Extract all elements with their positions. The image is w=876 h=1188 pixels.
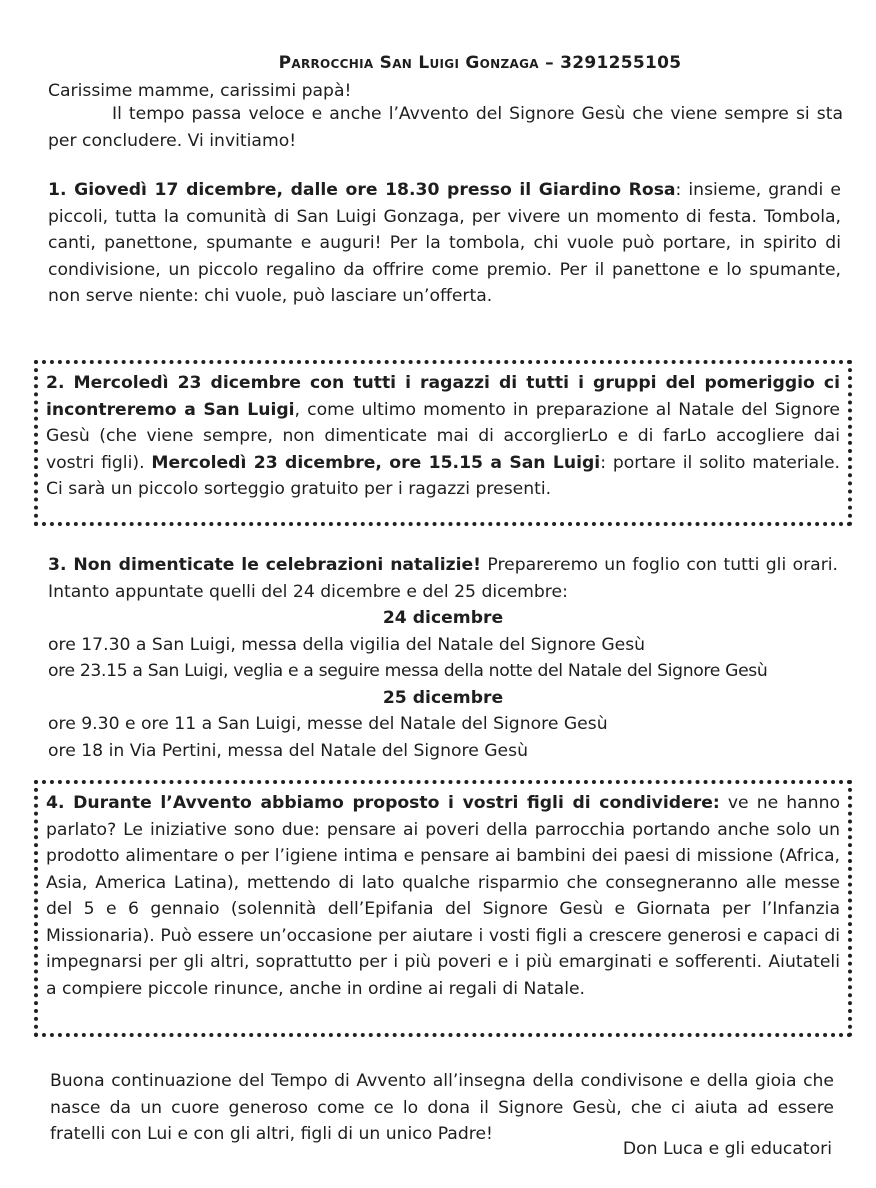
item-2-paragraph	[46, 370, 840, 503]
item-1-text: : insieme, grandi e piccoli, tutta la comunità di San Luigi Gonzaga, per vivere un momento di festa. Tombola, canti, panettone, spumante e auguri! Per la tombola, chi vuole può portare, in spirito di condivisione, un piccolo regalino da offrire come premio. Per il panettone e lo spumante, non serve niente: chi vuole, può lasciare un’offerta.	[48, 180, 841, 306]
intro-paragraph: Il tempo passa veloce e anche l’Avvento del Signore Gesù che viene sempre si sta per concludere. Vi invitiamo!	[48, 104, 843, 151]
schedule-line: ore 17.30 a San Luigi, messa della vigilia del Natale del Signore Gesù	[48, 634, 646, 655]
schedule-line: ore 9.30 e ore 11 a San Luigi, messe del Natale del Signore Gesù	[48, 714, 608, 734]
item-4-paragraph	[46, 790, 840, 1002]
item-4-text: ve ne hanno parlato? Le iniziative sono due: pensare ai poveri della parrocchia portando anche solo un prodotto alimentare o per l’igiene intima e pensare ai bambini dei paesi di missione (Africa, Asia, America Latina), mettendo di lato qualche risparmio che consegneranno alle messe del 5 e 6 gennaio (solennità dell’Epifania del Signore Gesù e Giornata per l’Infanzia Missionaria). Può essere un’occasione per aiutare i vosti figli a crescere generosi e capaci di impegnarsi per gli altri, soprattutto per i più poveri e i più emarginati e sofferenti. Aiutateli a compiere piccole rinunce, anche in ordine ai regali di Natale.	[46, 793, 840, 999]
item-2-text-end: : portare il solito materiale. Ci sarà un piccolo sorteggio gratuito per i ragazzi presenti.	[46, 452, 841, 499]
day-24-heading: 24 dicembre	[382, 608, 504, 628]
schedule-line: ore 18 in Via Pertini, messa del Natale del Signore Gesù	[48, 740, 528, 761]
item-3-heading: 3. Non dimenticate le celebrazioni natalizie!	[48, 555, 482, 575]
item-2-meeting-time: Mercoledì 23 dicembre, ore 15.15 a San Luigi	[151, 452, 601, 473]
item-1-heading: 1. Giovedì 17 dicembre, dalle ore 18.30 presso il Giardino Rosa	[48, 180, 676, 200]
schedule-line: ore 23.15 a San Luigi, veglia e a seguire messa della notte del Natale del Signore Gesù	[48, 661, 768, 681]
greeting: Carissime mamme, carissimi papà!	[48, 81, 352, 101]
item-3-section	[48, 552, 838, 764]
item-1-paragraph	[48, 177, 841, 310]
item-3-text: Prepareremo un foglio con tutti gli orari. Intanto appuntate quelli del 24 dicembre e del 25 dicembre:	[48, 555, 839, 602]
page-title: Parrocchia San Luigi Gonzaga – 3291255105	[278, 53, 682, 73]
item-3-paragraph	[48, 552, 838, 605]
item-4-dotted-box	[34, 780, 852, 1037]
day-25-heading: 25 dicembre	[382, 687, 504, 708]
closing-paragraph: Buona continuazione del Tempo di Avvento all’insegna della condivisone e della gioia che nasce da un cuore generoso come ce lo dona il Signore Gesù, che ci aiuta ad essere fratelli con Lui e con gli altri, figli di un unico Padre!	[50, 1071, 834, 1144]
item-2-text: , come ultimo momento in preparazione al Natale del Signore Gesù (che viene sempre, non dimenticate mai di accorglierLo e di farLo accogliere dai vostri figli).	[46, 399, 840, 473]
signature: Don Luca e gli educatori	[622, 1139, 832, 1159]
item-4-heading: 4. Durante l’Avvento abbiamo proposto i vostri figli di condividere:	[46, 793, 720, 813]
item-2-dotted-box	[34, 360, 852, 526]
item-2-heading: 2. Mercoledì 23 dicembre con tutti i ragazzi di tutti i gruppi del pomeriggio ci incontreremo a San Luigi	[46, 373, 840, 420]
